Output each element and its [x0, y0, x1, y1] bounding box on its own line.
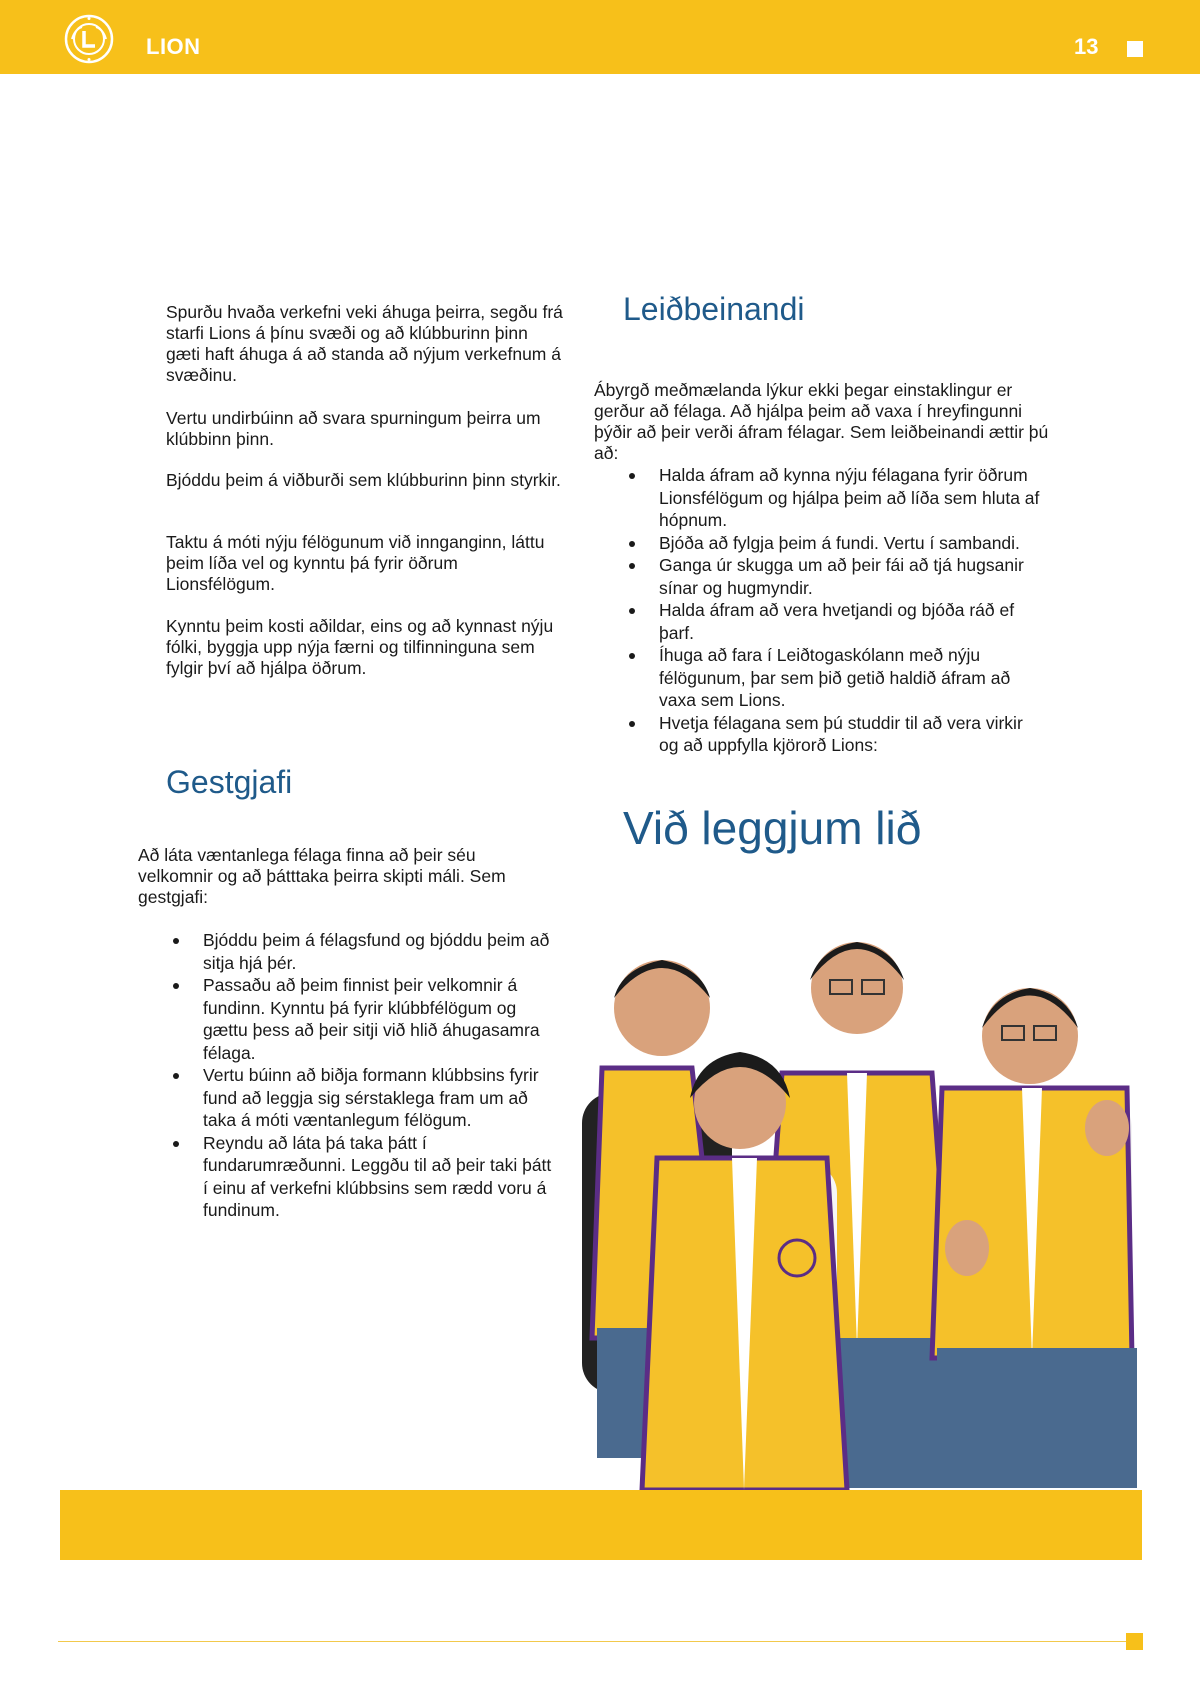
list-item: Passaðu að þeim finnist þeir velkomnir á fundinn. Kynntu þá fyrir klúbbfélögum og gættu þess að þeir sitji við hlið áhugasamra félaga. [170, 974, 560, 1064]
leidbeinandi-heading: Leiðbeinandi [623, 291, 805, 327]
list-item: Halda áfram að vera hvetjandi og bjóða ráð ef þarf. [626, 599, 1046, 644]
lions-logo-icon [64, 14, 114, 64]
page-number: 13 [1074, 34, 1099, 59]
gestgjafi-heading: Gestgjafi [166, 764, 293, 800]
gestgjafi-bullet-list [170, 929, 560, 1222]
left-paragraph-1: Spurðu hvaða verkefni veki áhuga þeirra, segðu frá starfi Lions á þínu svæði og að klúbburinn þinn gæti haft áhuga á að standa að nýjum verkefnum á svæðinu. [166, 302, 563, 385]
motto-heading: Við leggjum lið [623, 802, 922, 854]
list-item: Reyndu að láta þá taka þátt í fundarumræðunni. Leggðu til að þeir taki þátt í einu af verkefni klúbbsins sem rædd voru á fundinum. [170, 1132, 560, 1222]
left-paragraph-2: Vertu undirbúinn að svara spurningum þeirra um klúbbinn þinn. [166, 408, 541, 449]
person-4 [932, 988, 1137, 1488]
left-paragraph-3: Bjóddu þeim á viðburði sem klúbburinn þinn styrkir. [166, 470, 561, 490]
bottom-yellow-band [60, 1490, 1142, 1560]
list-item: Hvetja félagana sem þú studdir til að vera virkir og að uppfylla kjörorð Lions: [626, 712, 1046, 757]
footer-rule [58, 1641, 1142, 1642]
list-item: Ganga úr skugga um að þeir fái að tjá hugsanir sínar og hugmyndir. [626, 554, 1046, 599]
list-item: Halda áfram að kynna nýju félagana fyrir öðrum Lionsfélögum og hjálpa þeim að líða sem hluta af hópnum. [626, 464, 1046, 532]
brand-title: LION [146, 34, 201, 59]
list-item: Íhuga að fara í Leiðtogaskólann með nýju félögunum, þar sem þið getið haldið áfram að vaxa sem Lions. [626, 644, 1046, 712]
page-header [0, 0, 1200, 74]
left-paragraph-5: Kynntu þeim kosti aðildar, eins og að kynnast nýju fólki, byggja upp nýja færni og tilfinninguna sem fylgir því að hjálpa öðrum. [166, 616, 554, 678]
footer-square-marker [1126, 1633, 1143, 1650]
leidbeinandi-bullet-list [626, 464, 1046, 757]
header-square-marker [1127, 41, 1143, 57]
gestgjafi-intro: Að láta væntanlega félaga finna að þeir séu velkomnir og að þátttaka þeirra skipti máli. Sem gestgjafi: [138, 845, 506, 907]
leidbeinandi-intro: Ábyrgð meðmælanda lýkur ekki þegar einstaklingur er gerður að félaga. Að hjálpa þeim að vaxa í hreyfingunni þýðir að þeir verði áfram félagar. Sem leiðbeinandi ættir þú að: [594, 380, 1049, 463]
list-item: Bjóða að fylgja þeim á fundi. Vertu í sambandi. [626, 532, 1046, 555]
left-paragraph-4: Taktu á móti nýju félögunum við innganginn, láttu þeim líða vel og kynntu þá fyrir öðrum Lionsfélögum. [166, 532, 545, 594]
volunteers-photo [572, 918, 1144, 1490]
list-item: Vertu búinn að biðja formann klúbbsins fyrir fund að leggja sig sérstaklega fram um að taka á móti væntanlegum félögum. [170, 1064, 560, 1132]
list-item: Bjóddu þeim á félagsfund og bjóddu þeim að sitja hjá þér. [170, 929, 560, 974]
